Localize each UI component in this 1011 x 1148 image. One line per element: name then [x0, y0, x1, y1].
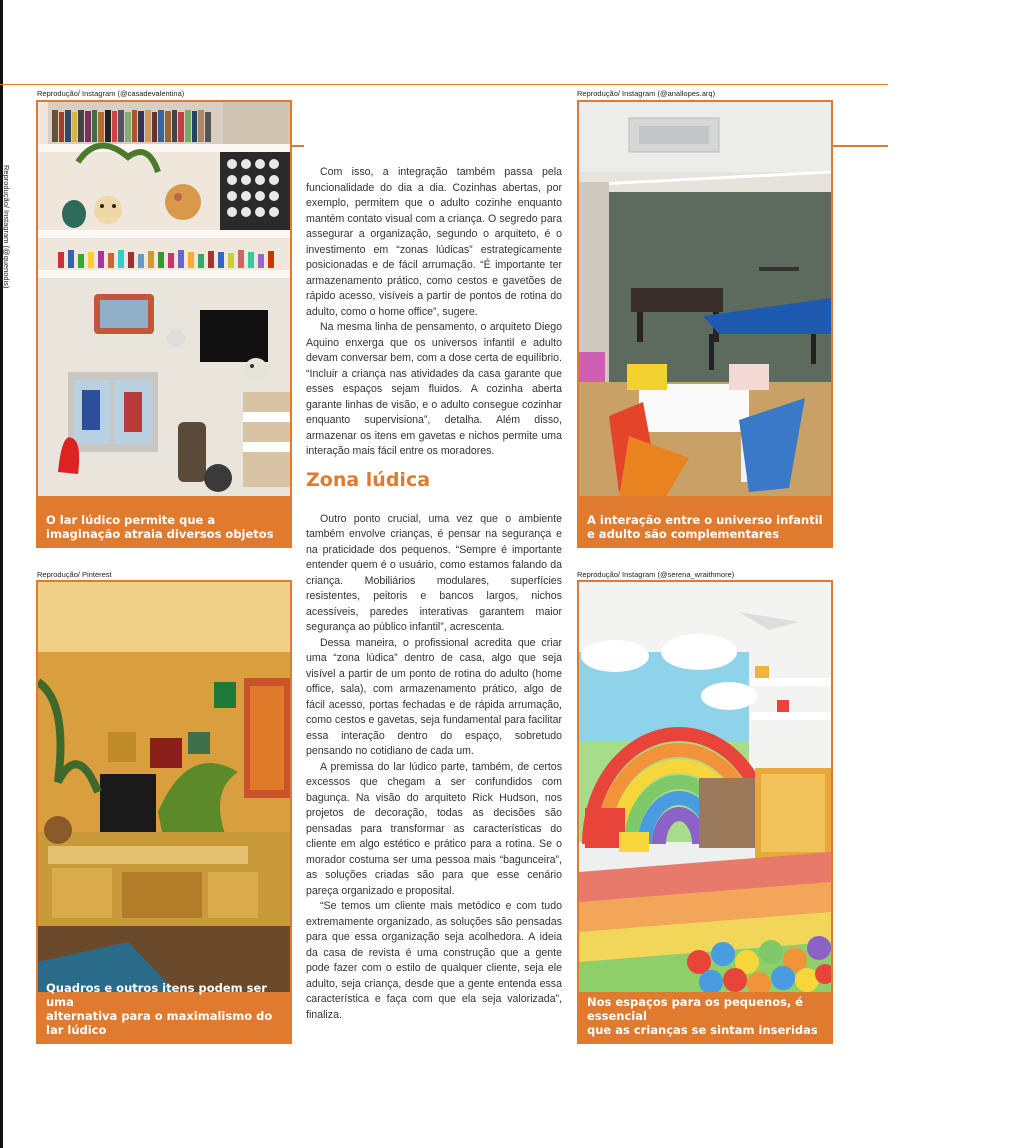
photo-credit: Reprodução/ Instagram (@casadevalentina): [37, 89, 185, 98]
article-paragraph: Com isso, a integração também passa pela funcionalidade do dia a dia. Cozinhas abertas, por exemplo, permitem que o adulto cozinhe enquanto mantém contato visual com a criança. O segredo para assegurar a organização, segundo o arquiteto, é o investimento em “zonas lúdicas” estrategicamente posicionadas e de fácil arrumação. “É importante ter armazenamento prático, como cestos e gavetões de rápido acesso, visíveis a partir de pontos de rotina do adulto, como o home office”, sugere.: [306, 166, 562, 318]
caption-line: alternativa para o maximalismo do lar lúdico: [46, 1009, 273, 1037]
caption-line: O lar lúdico permite que a: [46, 513, 216, 527]
side-photo-credit: Reprodução/ Instagram (@quenodis): [2, 165, 11, 289]
caption-line: e adulto são complementares: [587, 527, 780, 541]
photo-game-room-image: [579, 102, 831, 496]
photo-caption: [587, 995, 823, 1037]
article-paragraph: Dessa maneira, o profissional acredita que criar uma “zona lúdica” dentro de casa, algo que seja visível a partir de um ponto de rotina do adulto (home office, sala), com armazenamento prático, algo de fácil acesso, portas fechadas e de rápida arrumação, como cestos e gavetas, seja fundamental para facilitar essa interação dentro do espaço, sobretudo pensando no cotidiano de cada um.: [306, 636, 562, 757]
photo-card: [36, 100, 292, 548]
caption-line: Nos espaços para os pequenos, é essencial: [587, 995, 804, 1023]
header-rule: [0, 84, 888, 85]
living-room-illustration: [38, 582, 290, 992]
orange-rule-left: [292, 145, 304, 147]
caption-line: A interação entre o universo infantil: [587, 513, 823, 527]
caption-line: imaginação atraia diversos objetos: [46, 527, 274, 541]
photo-credit: Reprodução/ Instagram (@serena_wraithmore): [577, 570, 735, 579]
caption-line: que as crianças se sintam inseridas: [587, 1023, 818, 1037]
article-paragraph: Outro ponto crucial, uma vez que o ambiente também envolve crianças, é pensar na segurança e na praticidade dos pequenos. “Sempre é importante entender quem é o usuário, como estamos falando da criança. Mobiliários modulares, superfícies resistentes, peitoris e bancos largos, nichos acessíveis, paredes interativas garantem maior segurança ao público infantil”, acrescenta.: [306, 512, 562, 633]
photo-caption: [587, 513, 823, 541]
article-body: [306, 165, 562, 1023]
photo-card: [577, 100, 833, 548]
caption-line: Quadros e outros itens podem ser uma: [46, 981, 267, 1009]
game-room-illustration: [579, 102, 831, 496]
photo-caption: [46, 513, 282, 541]
playroom-illustration: [579, 582, 831, 992]
orange-rule-right: [832, 145, 888, 147]
article-paragraph: “Se temos um cliente mais metódico e com tudo extremamente organizado, as soluções são pensadas para que essa organização seja acolhedora. A ideia da casa de revista é uma construção que a gente pode fazer com o estilo de qualquer cliente, seja ele adulto, seja criança, desde que a gente entenda essa característica e faça com que ela seja valorizada”, finaliza.: [306, 900, 562, 1021]
photo-playroom-image: [579, 582, 831, 992]
photo-shelves-image: [38, 102, 290, 496]
photo-card: [577, 580, 833, 1044]
shelves-illustration: [38, 102, 290, 496]
photo-credit: Reprodução/ Pinterest: [37, 570, 112, 579]
article-paragraph: A premissa do lar lúdico parte, também, de certos excessos que chegam a ser confundidos com bagunça. Na visão do arquiteto Rick Hudson, nos projetos de decoração, todas as decisões são pensadas para transformar as características do cliente em algo estético e prático para a rotina. Se o morador costuma ser uma pessoa mais “bagunceira”, as soluções criadas são para que esse cenário pareça organizado e proposital.: [306, 760, 562, 897]
section-subhead: Zona lúdica: [306, 468, 431, 491]
photo-card: [36, 580, 292, 1044]
photo-caption: [46, 981, 282, 1037]
article-paragraph: Na mesma linha de pensamento, o arquiteto Diego Aquino enxerga que os universos infantil e adulto devam conversar bem, com a dose certa de equilíbrio. “Incluir a criança nas atividades da casa garante que esses espaços sejam fluidos. A cozinha aberta garante linhas de visão, e o adulto consegue cozinhar enquanto supervisiona”, detalha. Além disso, armazenar os itens em gavetas e nichos permite uma interação mais fácil entre os moradores.: [306, 321, 562, 457]
photo-living-room-image: [38, 582, 290, 992]
photo-credit: Reprodução/ Instagram (@anallopes.arq): [577, 89, 716, 98]
